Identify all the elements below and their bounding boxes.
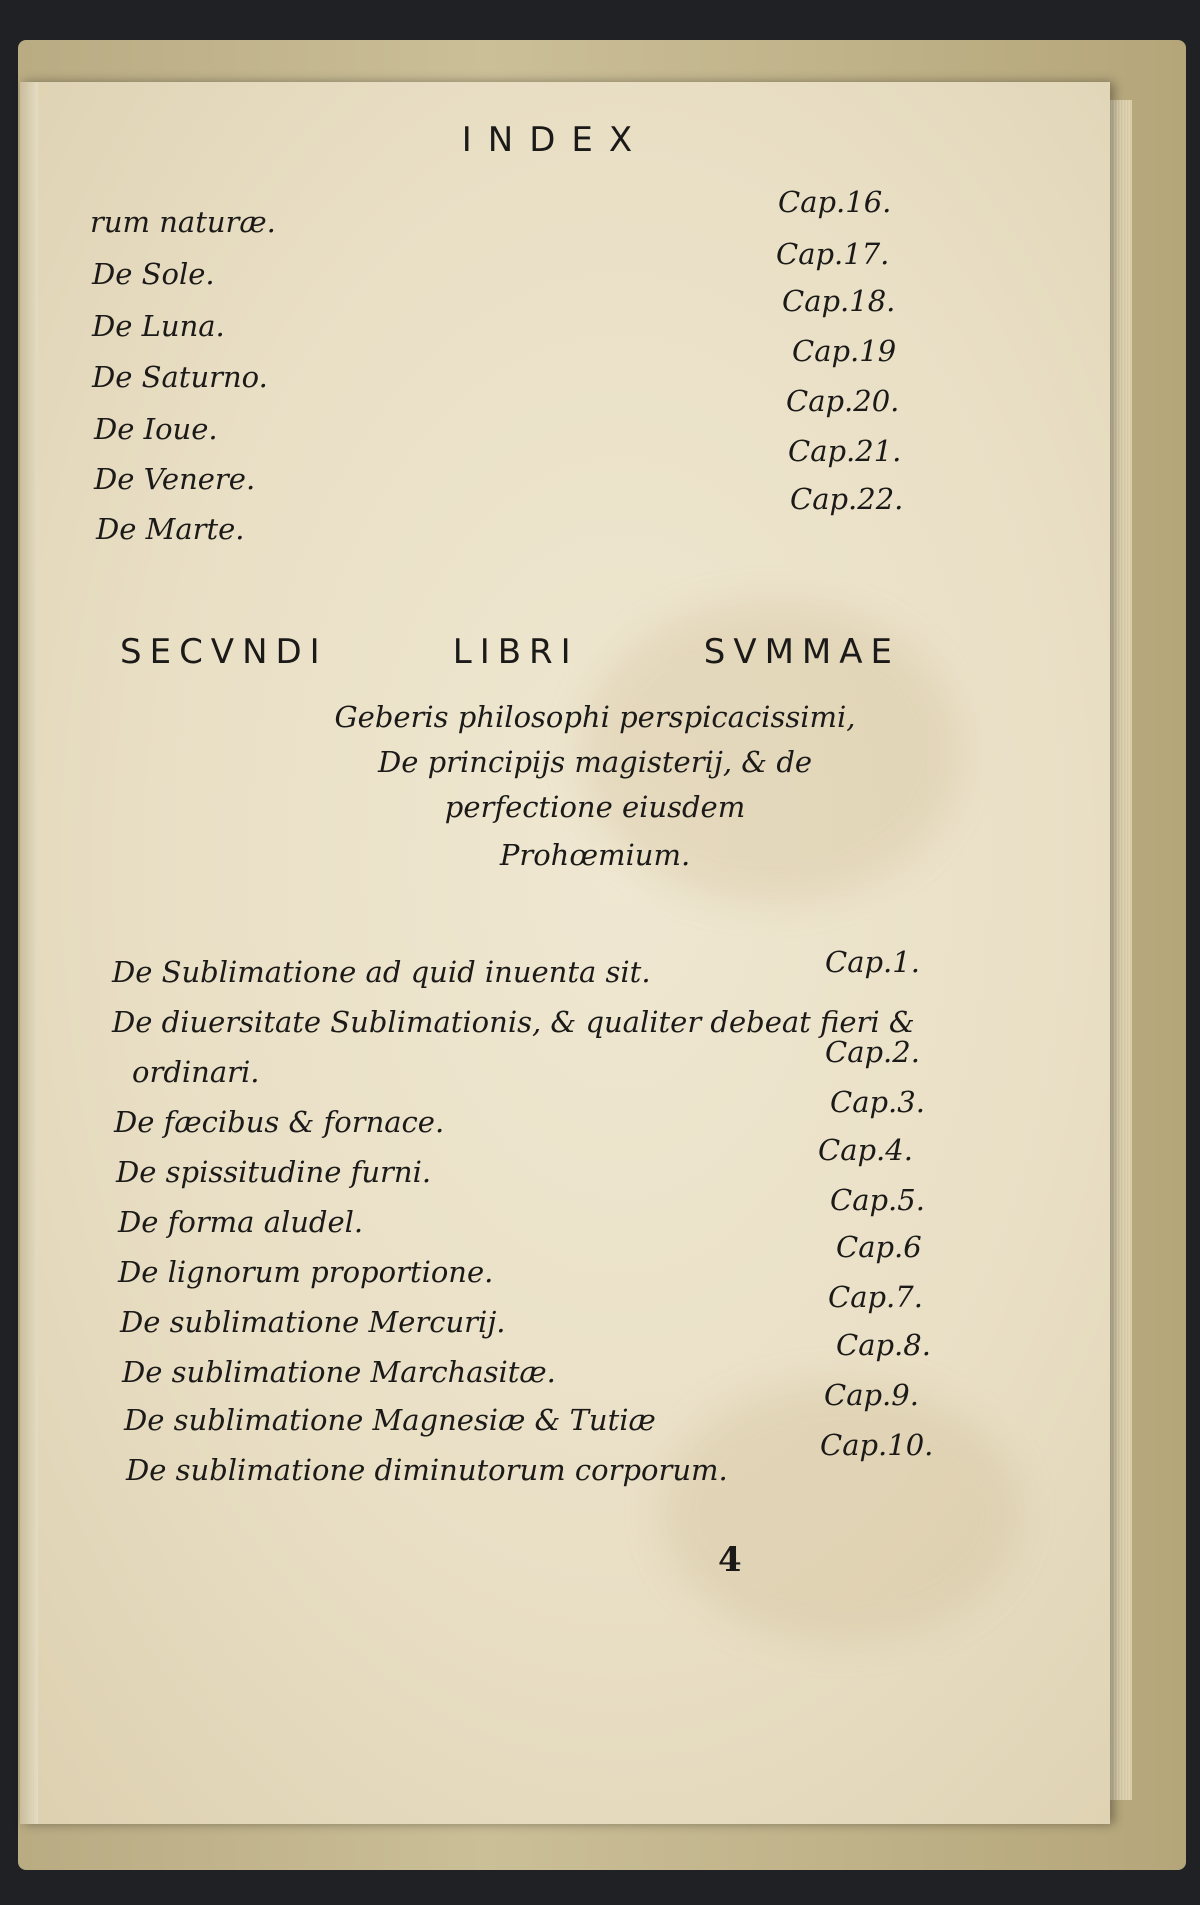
page-fore-edge [1110,100,1132,1800]
section-subtitle-line: Prohœmium. [499,838,691,872]
entry-chapter: Cap.9. [824,1378,919,1412]
entry-chapter: Cap.3. [830,1085,925,1119]
entry-chapter: Cap.2. [825,1035,920,1069]
page-gutter [20,82,38,1824]
entry-title: De forma aludel. [118,1205,364,1239]
entry-title: De Saturno. [92,360,268,394]
entry-chapter: Cap.4. [818,1133,913,1167]
page-header: INDEX [461,120,649,160]
entry-chapter: Cap.10. [820,1428,934,1462]
entry-chapter: Cap.17. [776,237,890,271]
entry-title: De sublimatione Magnesiæ & Tutiæ [124,1403,656,1437]
entry-title: De spissitudine furni. [116,1155,432,1189]
entry-title: De sublimatione Marchasitæ. [122,1355,556,1389]
entry-title: De Marte. [96,512,245,546]
entry-chapter: Cap.20. [786,384,900,418]
section-heading-word: SVMMAE [703,632,900,672]
section-heading-word: LIBRI [452,632,579,672]
section-subtitle-line: perfectione eiusdem [444,790,746,824]
section-subtitle-line: Geberis philosophi perspicacissimi, [334,700,856,734]
entry-title: De Luna. [92,309,225,343]
entry-chapter: Cap.18. [782,284,896,318]
entry-chapter: Cap.1. [825,945,920,979]
entry-chapter: Cap.8. [836,1328,931,1362]
entry-title: ordinari. [132,1055,260,1089]
entry-title: De lignorum proportione. [118,1255,494,1289]
entry-chapter: Cap.21. [788,434,902,468]
entry-chapter: Cap.6 [836,1230,922,1264]
section-heading-word: SECVNDI [120,632,328,672]
entry-title: De Sublimatione ad quid inuenta sit. [112,955,651,989]
entry-title: De sublimatione Mercurij. [120,1305,506,1339]
entry-title: De Venere. [94,462,256,496]
page-number: 4 [718,1540,742,1580]
section-subtitle-line: De principijs magisterij, & de [377,745,813,779]
paper-stain [660,1382,1020,1642]
entry-title: De diuersitate Sublimationis, & qualiter debeat fieri & [112,1005,915,1039]
entry-chapter: Cap.7. [828,1280,923,1314]
entry-title: De Sole. [92,257,215,291]
entry-title: rum naturæ. [90,205,276,239]
entry-title: De sublimatione diminutorum corporum. [126,1453,728,1487]
entry-title: De fæcibus & fornace. [114,1105,445,1139]
entry-chapter: Cap.22. [790,482,904,516]
entry-chapter: Cap.5. [830,1183,925,1217]
section-heading [120,632,900,672]
entry-chapter: Cap.19 [792,334,897,368]
book-page [20,82,1110,1824]
entry-title: De Ioue. [94,412,218,446]
entry-chapter: Cap.16. [778,185,892,219]
